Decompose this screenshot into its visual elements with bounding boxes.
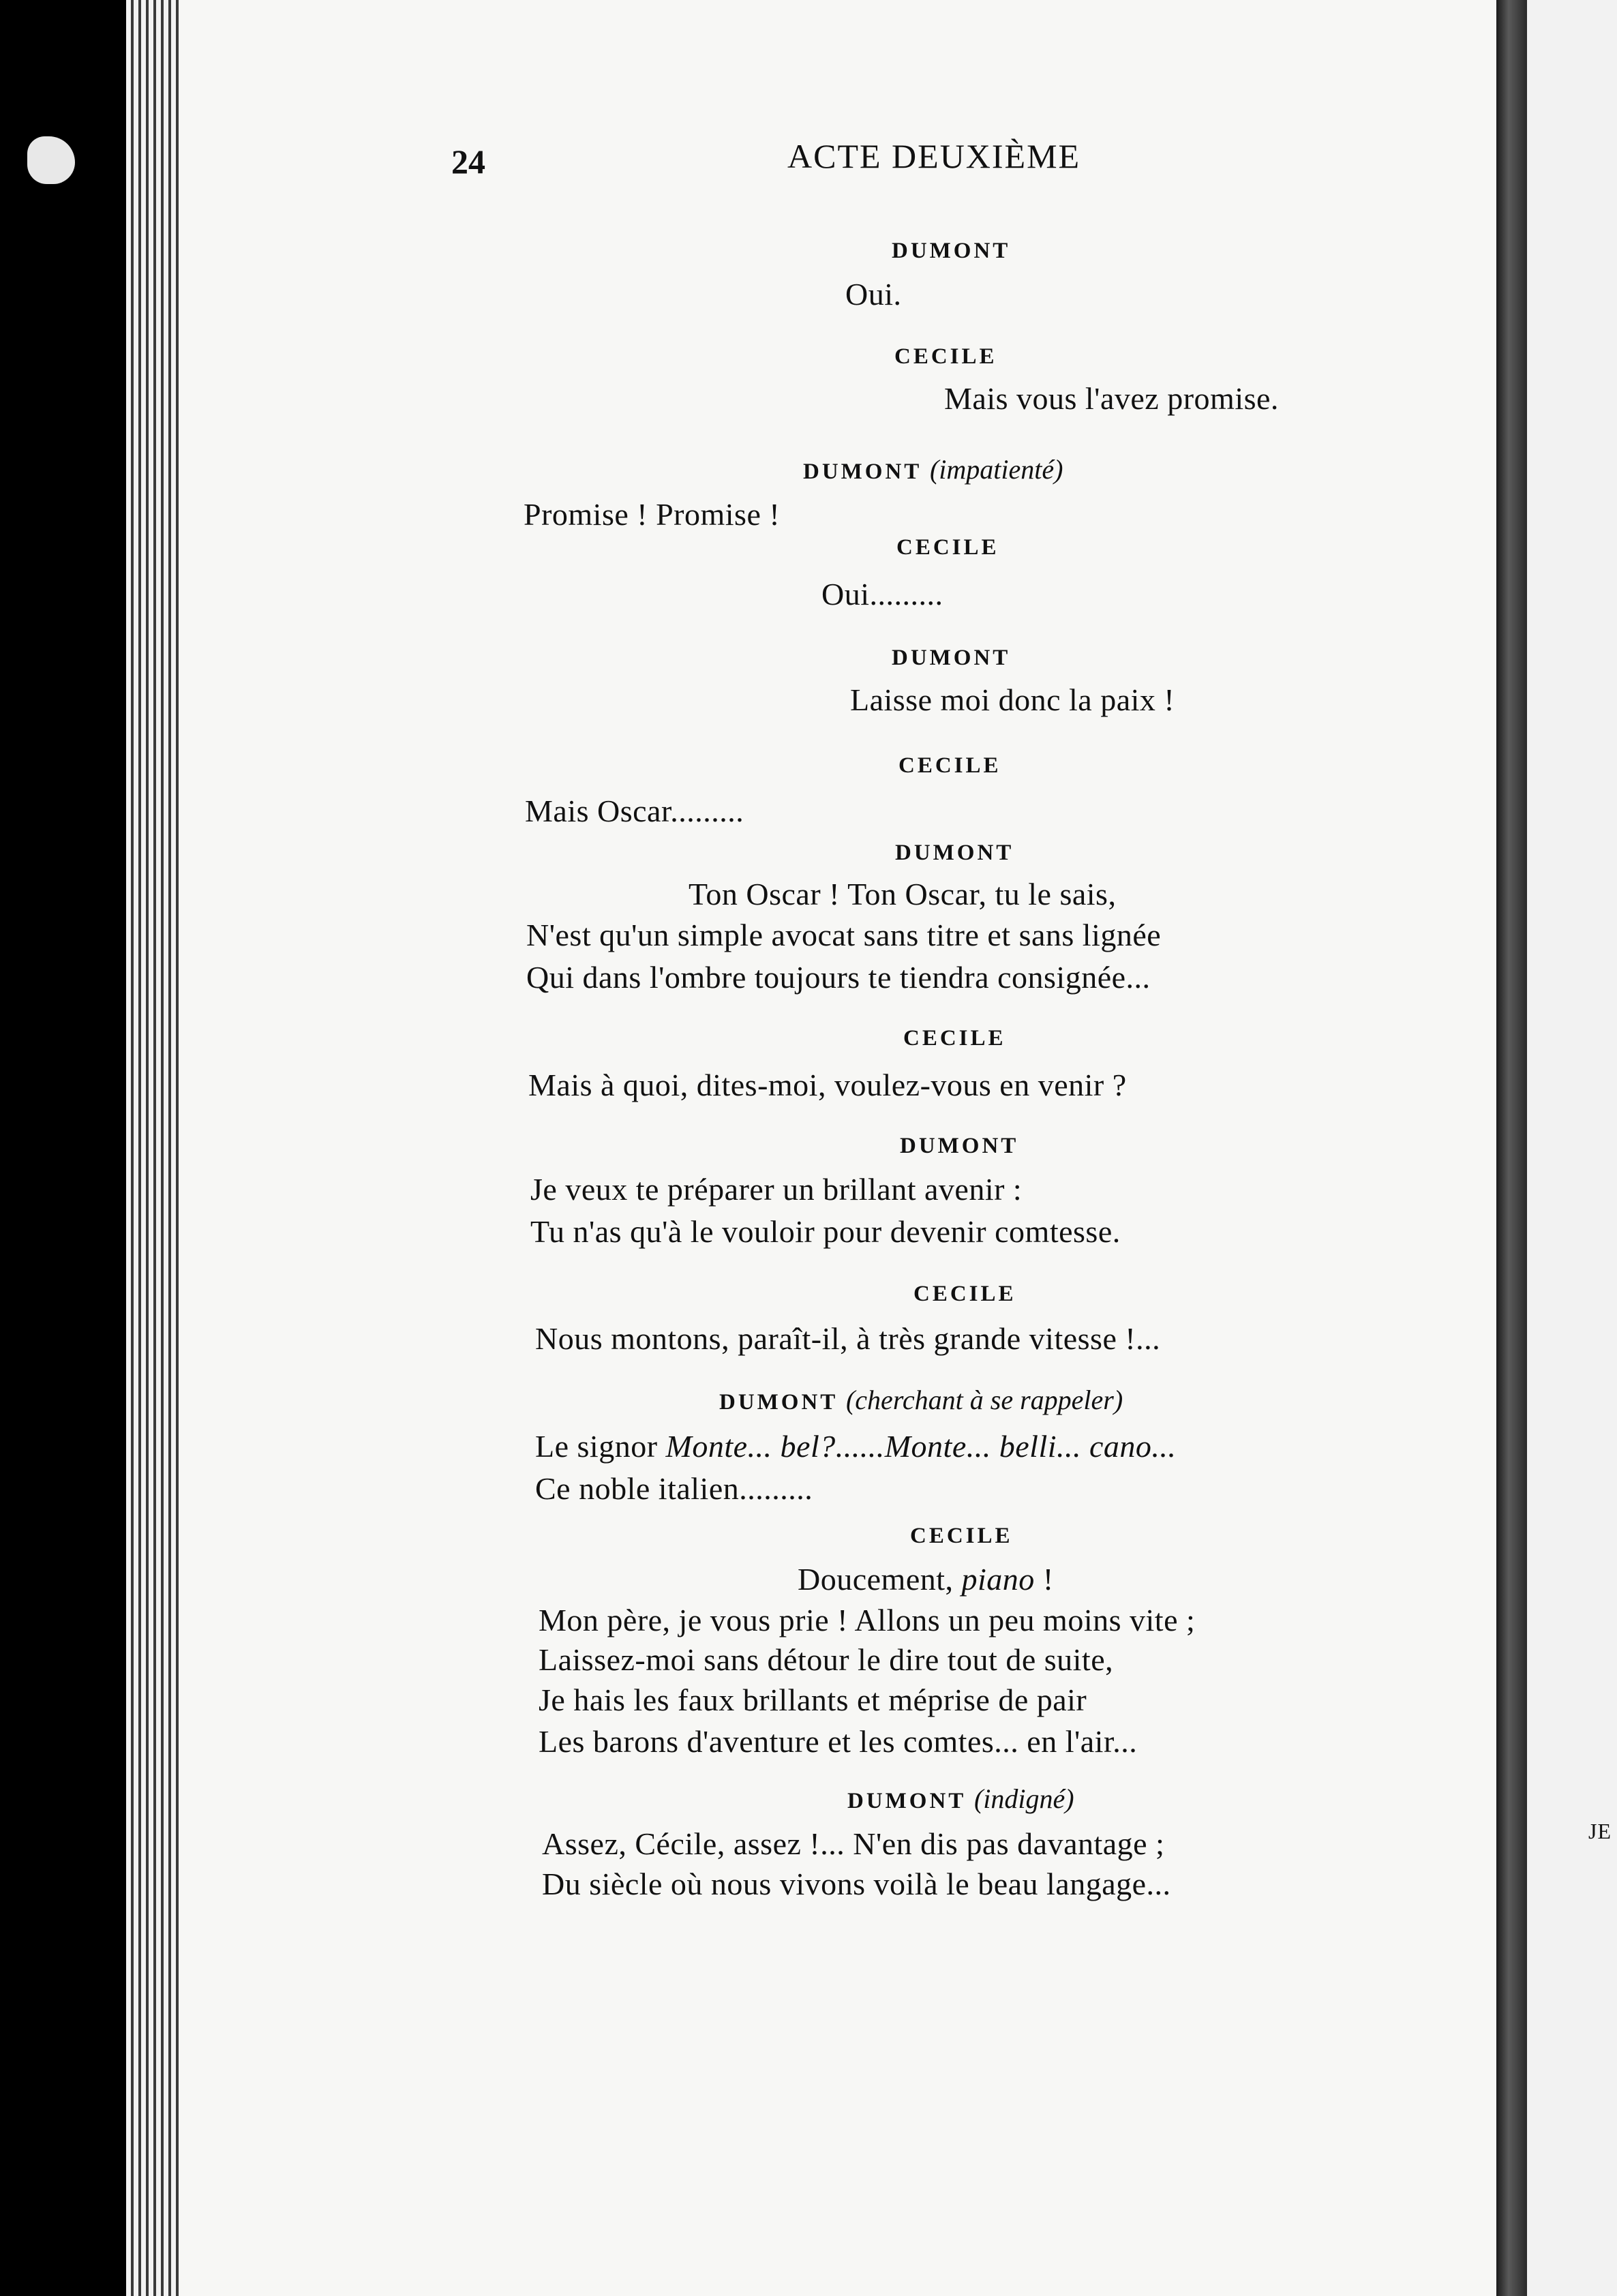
verse-line: Mais vous l'avez promise. [944,381,1279,416]
verse-line: Doucement, piano ! [798,1562,1054,1597]
speaker-name: DUMONT [847,1789,966,1813]
verse-line: Du siècle où nous vivons voilà le beau langage... [542,1867,1171,1901]
stage-direction: (indigné) [973,1783,1074,1814]
stage-direction: (cherchant à se rappeler) [845,1385,1123,1415]
verse-line: Ce noble italien......... [535,1471,813,1506]
speaker-label: CECILE [910,1524,1013,1548]
verse-line: Le signor Monte... bel?......Monte... belli... cano... [535,1429,1177,1464]
verse-line: Les barons d'aventure et les comtes... en l'air... [539,1724,1138,1759]
speaker-label [847,1783,1074,1815]
verse-line: Oui. [845,277,902,312]
verse-line: Qui dans l'ombre toujours te tiendra consignée... [526,960,1151,995]
speaker-label: DUMONT [900,1134,1019,1158]
next-page-edge [1527,0,1617,2296]
verse-line: N'est qu'un simple avocat sans titre et sans lignée [526,918,1162,952]
speaker-label: DUMONT [895,841,1014,865]
verse-line: Tu n'as qu'à le vouloir pour devenir comtesse. [530,1214,1121,1249]
speaker-label [803,453,1063,485]
verse-line: Mais Oscar......... [525,794,744,828]
speaker-name: DUMONT [803,459,922,484]
book-gutter [1496,0,1527,2296]
book-page [179,0,1498,2296]
verse-line: Mon père, je vous prie ! Allons un peu moins vite ; [539,1603,1196,1637]
speaker-label: CECILE [896,535,999,560]
page-edges [126,0,181,2296]
page-number: 24 [451,142,485,181]
next-page-fragment: JE [1588,1819,1612,1843]
speaker-label: DUMONT [892,646,1011,670]
verse-line: Oui......... [821,577,943,611]
verse-line: Assez, Cécile, assez !... N'en dis pas davantage ; [542,1826,1165,1861]
speaker-label: CECILE [898,753,1001,778]
running-header: ACTE DEUXIÈME [787,137,1081,175]
speaker-label: DUMONT [892,239,1011,263]
verse-line: Laisse moi donc la paix ! [850,682,1175,717]
verse-line: Laissez-moi sans détour le dire tout de suite, [539,1642,1114,1677]
paper-blot [27,136,75,184]
speaker-label: CECILE [894,344,997,369]
stage-direction: (impatienté) [929,454,1063,485]
speaker-label [719,1384,1123,1416]
verse-line: Promise ! Promise ! [524,497,781,532]
verse-line: Mais à quoi, dites-moi, voulez-vous en venir ? [528,1068,1127,1102]
speaker-label: CECILE [913,1282,1016,1306]
verse-line: Je hais les faux brillants et méprise de pair [539,1682,1087,1717]
verse-line: Nous montons, paraît-il, à très grande vitesse !... [535,1321,1161,1356]
verse-line: Ton Oscar ! Ton Oscar, tu le sais, [689,877,1117,911]
speaker-name: DUMONT [719,1390,838,1415]
verse-line: Je veux te préparer un brillant avenir : [530,1172,1023,1207]
speaker-label: CECILE [903,1026,1006,1051]
